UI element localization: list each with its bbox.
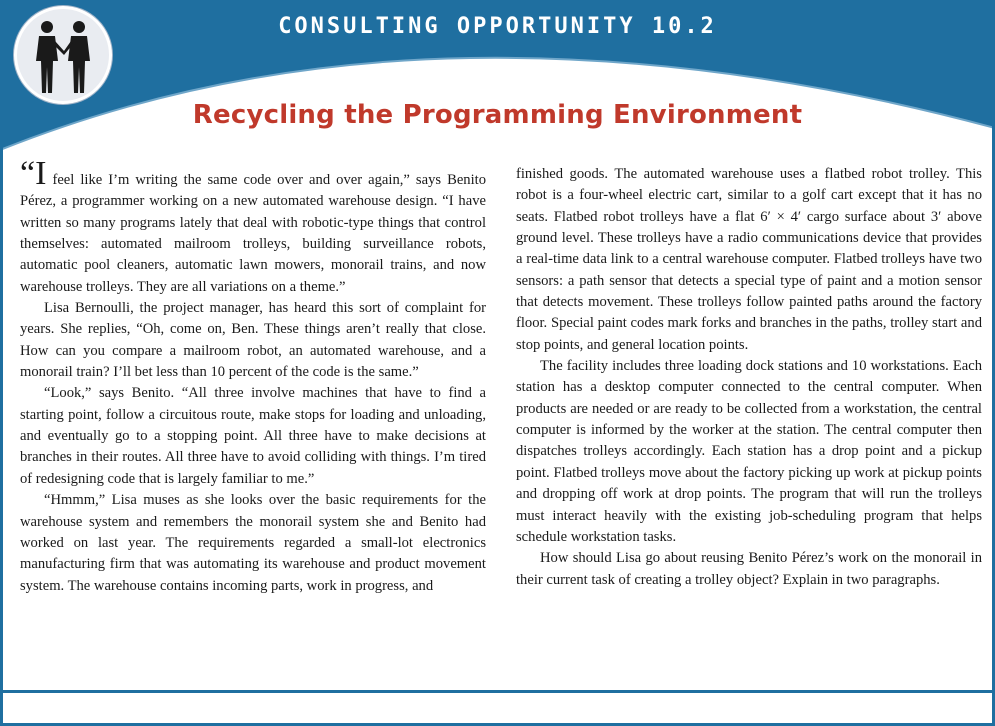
header-banner [0,0,995,170]
paragraph [20,155,486,298]
bottom-rule [0,690,995,693]
paragraph: “Hmmm,” Lisa muses as she looks over the basic requirements for the warehouse system and remembers the monorail system she and Benito had worked on last year. The requirements regarded a small-lot electronics manufacturing firm that was automating its warehouse and product movement system. The warehouse contains incoming parts, work in progress, and [20,492,486,594]
paragraph-text: feel like I’m writing the same code over and over again,” says Benito Pérez, a programmer working on a new automated warehouse design. “I have written so many programs lately that deal with robotic-type things that control themselves: automated mailroom trolleys, building surveillance robots, automatic pool cleaners, automatic lawn mowers, monorail trains, and now warehouse trolleys. They are all variations on a theme.” [20,172,486,295]
paragraph: “Look,” says Benito. “All three involve machines that have to find a starting point, follow a circuitous route, make stops for loading and unloading, and eventually go to a stopping point. All three have to make decisions at branches in their routes. All three have to avoid colliding with things. I’m tired of redesigning code that is largely familiar to me.” [20,385,486,487]
paragraph: The facility includes three loading dock stations and 10 workstations. Each station has a desktop computer connected to the central computer. When products are needed or are ready to be collected from a workstation, the central computer is informed by the worker at the station. The central computer then dispatches trolleys accordingly. Each station has a drop point and a pickup point. Flatbed trolleys move about the factory picking up work at pickup points and dropping off work at drop points. The program that will run the trolleys must interact heavily with the existing job-scheduling program that helps schedule workstation tasks. [516,358,982,545]
drop-cap: “I [20,155,47,192]
paragraph: finished goods. The automated warehouse uses a flatbed robot trolley. This robot is a four-wheel electric cart, similar to a golf cart except that it has no seats. Flatbed robot trolleys have a flat 6′ × 4′ cargo surface about 3′ above ground level. These trolleys have a radio communications device that provides a real-time data link to a central warehouse computer. Flatbed trolleys have two sensors: a path sensor that detects a special type of paint and a motion sensor that detects movement. These trolleys follow painted paths around the factory floor. Special paint codes mark forks and branches in the paths, trolley start and stop points, and general location points. [516,166,982,353]
left-column [20,155,486,597]
paragraph: Lisa Bernoulli, the project manager, has heard this sort of complaint for years. She replies, “Oh, come on, Ben. These things aren’t really that close. How can you compare a mailroom robot, an automated warehouse, and a monorail train? I’ll bet less than 10 percent of the code is the same.” [20,300,486,381]
page-title: Recycling the Programming Environment [192,100,803,130]
section-kicker: CONSULTING OPPORTUNITY 10.2 [278,14,717,39]
paragraph: How should Lisa go about reusing Benito Pérez’s work on the monorail in their current task of creating a trolley object? Explain in two paragraphs. [516,550,982,588]
right-column [516,164,982,591]
